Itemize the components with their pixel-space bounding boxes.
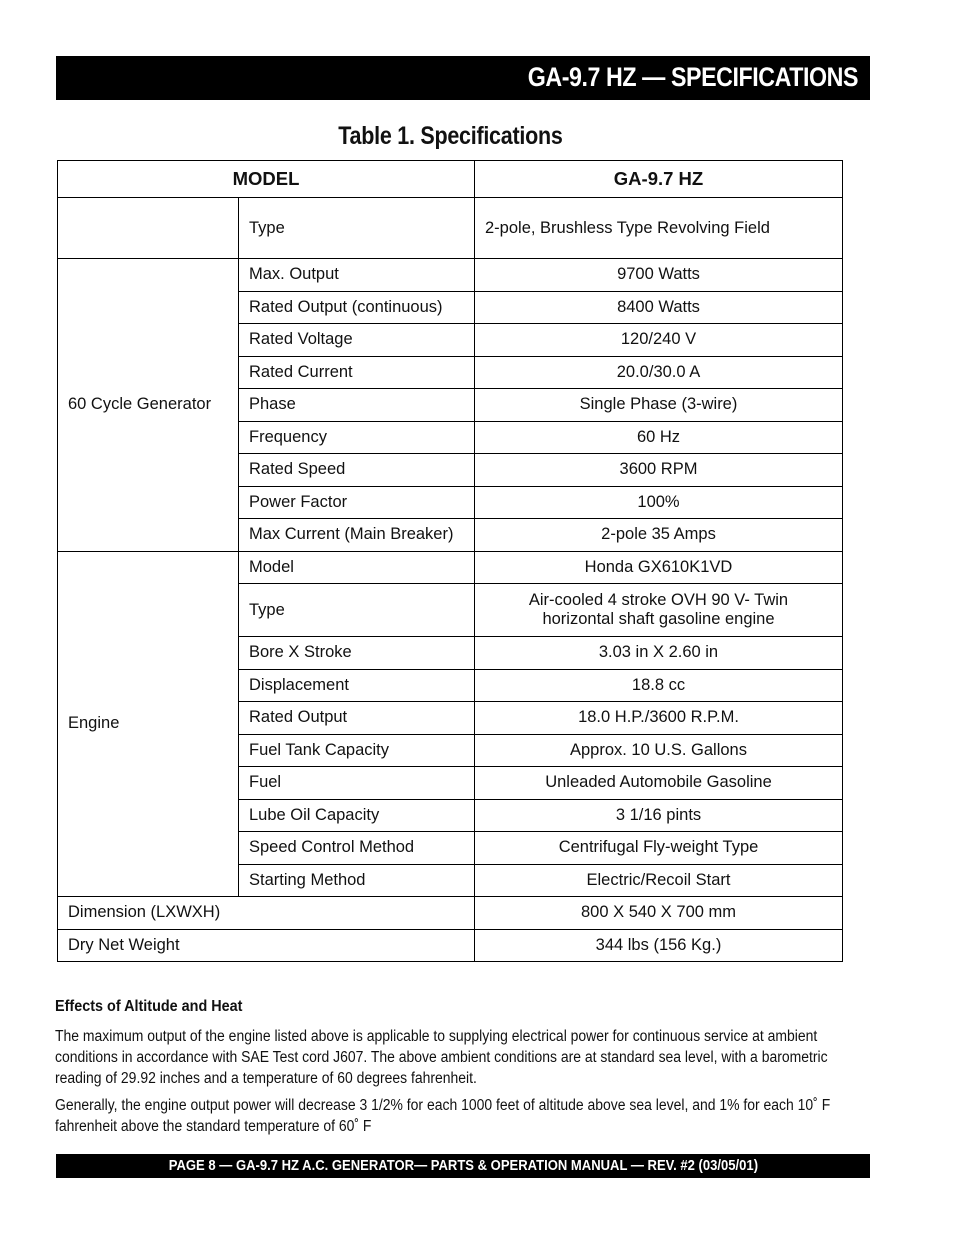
page-footer-bar xyxy=(56,1154,870,1178)
row-label: Model xyxy=(239,551,475,584)
row-label: Speed Control Method xyxy=(239,832,475,865)
row-label: Displacement xyxy=(239,669,475,702)
row-label: Type xyxy=(239,198,475,259)
row-label: Dimension (LXWXH) xyxy=(58,897,475,930)
row-label: Lube Oil Capacity xyxy=(239,799,475,832)
row-value: Approx. 10 U.S. Gallons xyxy=(475,734,843,767)
row-value: 2-pole, Brushless Type Revolving Field xyxy=(475,198,843,259)
row-value: 60 Hz xyxy=(475,421,843,454)
group-cell-engine: Engine xyxy=(58,551,239,897)
group-cell-empty xyxy=(58,198,239,259)
row-value: 344 lbs (156 Kg.) xyxy=(475,929,843,962)
row-label: Starting Method xyxy=(239,864,475,897)
row-label: Bore X Stroke xyxy=(239,637,475,670)
row-label: Rated Current xyxy=(239,356,475,389)
group-cell-generator: 60 Cycle Generator xyxy=(58,259,239,552)
footer-text: PAGE 8 — GA-9.7 HZ A.C. GENERATOR— PARTS & OPERATION MANUAL — REV. #2 (03/05/01) xyxy=(168,1158,758,1174)
row-value: 3.03 in X 2.60 in xyxy=(475,637,843,670)
row-label: Max. Output xyxy=(239,259,475,292)
row-value: 3600 RPM xyxy=(475,454,843,487)
row-value: Centrifugal Fly-weight Type xyxy=(475,832,843,865)
table-header-row xyxy=(58,161,843,198)
value-line: Air-cooled 4 stroke OVH 90 V- Twin xyxy=(528,591,789,609)
row-label: Rated Speed xyxy=(239,454,475,487)
row-value: 2-pole 35 Amps xyxy=(475,519,843,552)
row-label: Rated Output xyxy=(239,702,475,735)
row-value: 100% xyxy=(475,486,843,519)
header-model-name: GA-9.7 HZ xyxy=(475,161,843,198)
table-row xyxy=(58,259,843,292)
row-label: Dry Net Weight xyxy=(58,929,475,962)
row-value: Electric/Recoil Start xyxy=(475,864,843,897)
row-value: 800 X 540 X 700 mm xyxy=(475,897,843,930)
specifications-table xyxy=(57,160,843,962)
row-value: 120/240 V xyxy=(475,324,843,357)
row-label: Rated Output (continuous) xyxy=(239,291,475,324)
row-value: 8400 Watts xyxy=(475,291,843,324)
row-value: Honda GX610K1VD xyxy=(475,551,843,584)
row-label: Max Current (Main Breaker) xyxy=(239,519,475,552)
row-value: Unleaded Automobile Gasoline xyxy=(475,767,843,800)
table-row xyxy=(58,198,843,259)
row-value: 18.8 cc xyxy=(475,669,843,702)
row-value xyxy=(475,584,843,637)
section-heading: Effects of Altitude and Heat xyxy=(55,998,243,1015)
row-label: Phase xyxy=(239,389,475,422)
table-row xyxy=(58,551,843,584)
row-label: Frequency xyxy=(239,421,475,454)
row-label: Type xyxy=(239,584,475,637)
row-value: Single Phase (3-wire) xyxy=(475,389,843,422)
page-title: GA-9.7 HZ — SPECIFICATIONS xyxy=(527,62,858,92)
value-line: horizontal shaft gasoline engine xyxy=(542,610,775,628)
header-model: MODEL xyxy=(58,161,475,198)
row-value: 18.0 H.P./3600 R.P.M. xyxy=(475,702,843,735)
table-caption: Table 1. Specifications xyxy=(337,122,563,150)
row-value: 9700 Watts xyxy=(475,259,843,292)
row-label: Rated Voltage xyxy=(239,324,475,357)
table-row xyxy=(58,929,843,962)
page-header-bar xyxy=(56,56,870,100)
paragraph: The maximum output of the engine listed above is applicable to supplying electrical power for continuous service at ambient conditions in accordance with SAE Test cord J607. The above ambient conditions are at standard sea level, with a barometric reading of 29.92 inches and a temperature of 60 degrees fahrenheit. xyxy=(55,1028,828,1087)
row-label: Fuel Tank Capacity xyxy=(239,734,475,767)
row-value: 3 1/16 pints xyxy=(475,799,843,832)
row-label: Power Factor xyxy=(239,486,475,519)
row-label: Fuel xyxy=(239,767,475,800)
table-row xyxy=(58,897,843,930)
row-value: 20.0/30.0 A xyxy=(475,356,843,389)
paragraph: Generally, the engine output power will decrease 3 1/2% for each 1000 feet of altitude above sea level, and 1% for each 10˚ F fahrenheit above the standard temperature of 60˚ F xyxy=(55,1097,831,1135)
